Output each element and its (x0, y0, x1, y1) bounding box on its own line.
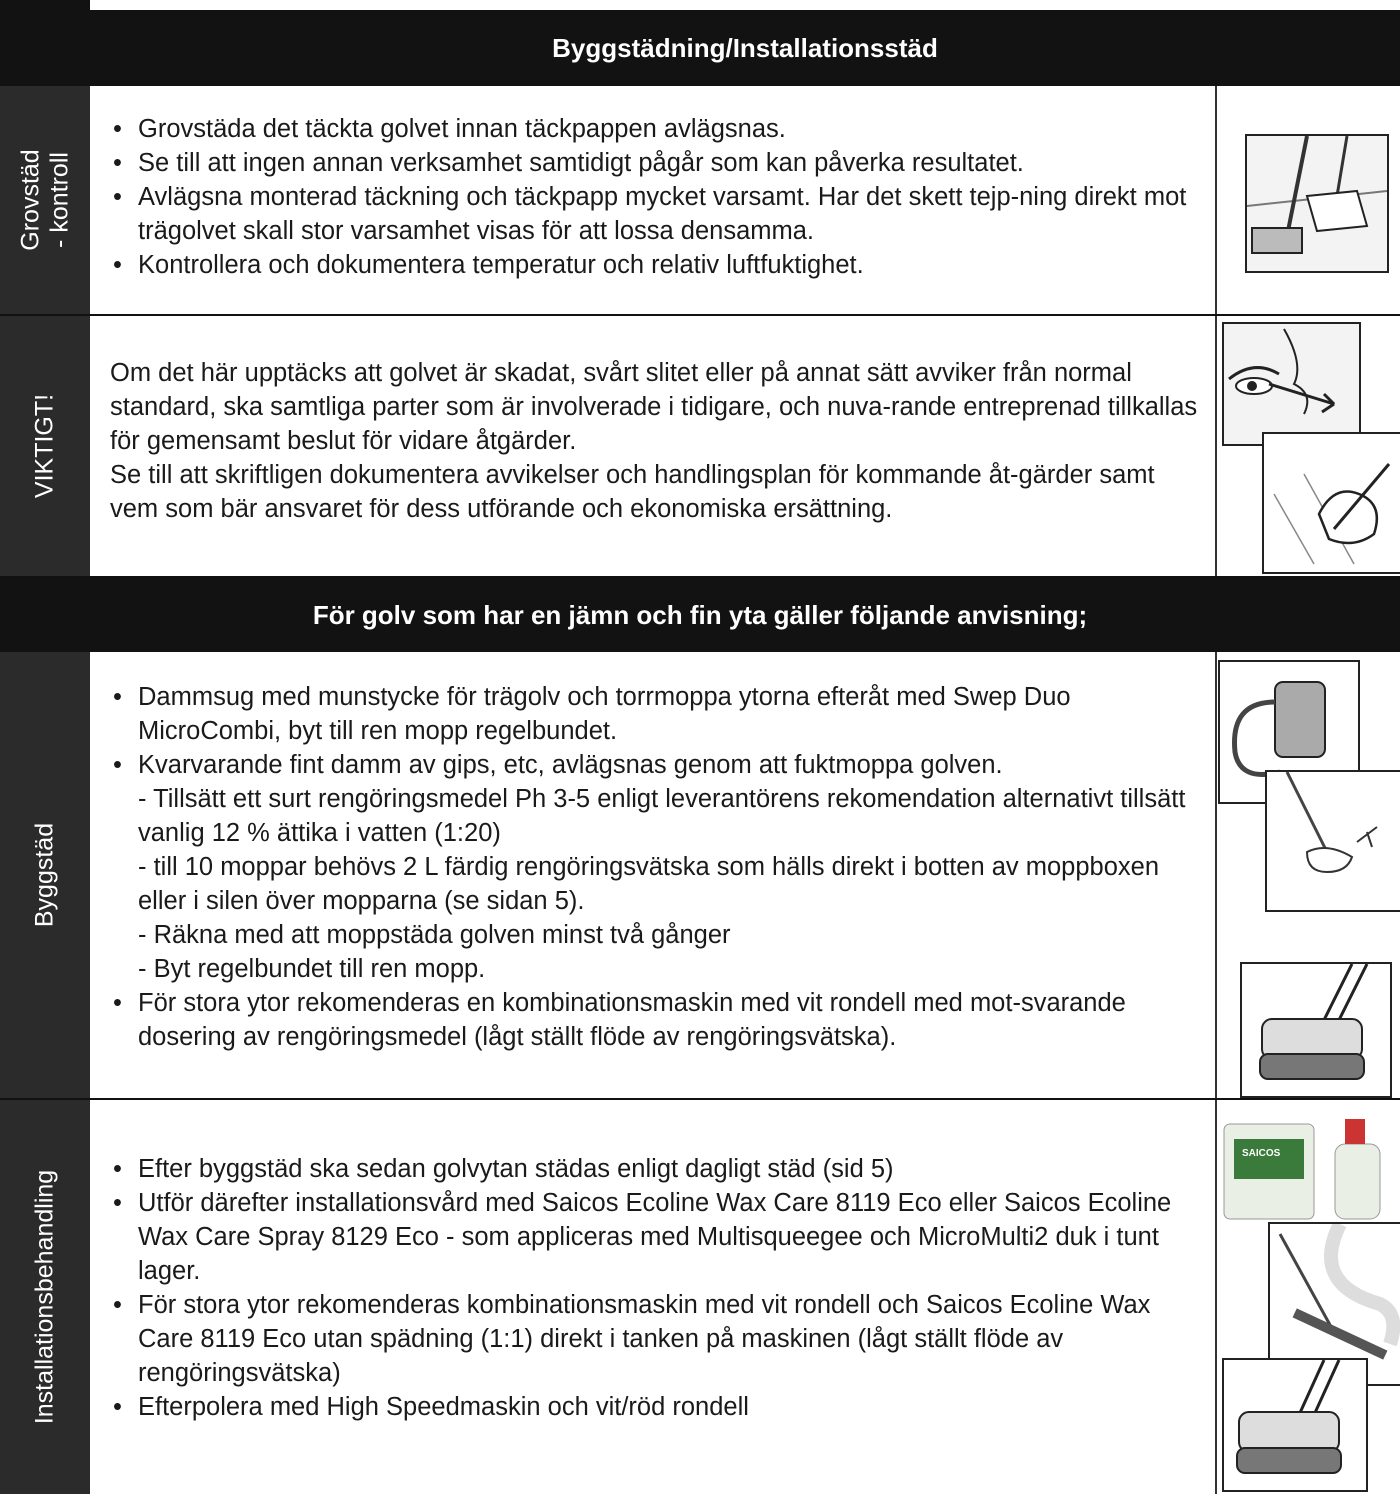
page-title-text: Byggstädning/Installationsstäd (552, 32, 938, 63)
section-label-byggstad (0, 652, 90, 1098)
section-heading (0, 578, 1400, 652)
sub-item: - till 10 moppar behövs 2 L färdig rengöringsvätska som hälls direkt i botten av moppboxen eller i silen över mopparna (se sidan 5). (138, 853, 1160, 915)
sub-item: - Tillsätt ett surt rengöringsmedel Ph 3-5 enligt leverantörens rekomendation alternativt tillsätt vanlig 12 % ättika i vatten (1:20) (138, 785, 1186, 847)
column-divider (1215, 316, 1217, 576)
sub-item: - Byt regelbundet till ren mopp. (138, 955, 486, 983)
product-bottles-icon (1220, 1104, 1400, 1222)
broom-mop-icon (1245, 134, 1389, 273)
grovstad-content (110, 112, 1205, 282)
header-corner (0, 0, 90, 86)
byggstad-content (110, 680, 1205, 1054)
installation-label: Installationsbehandling (30, 1169, 59, 1425)
grovstad-label-line2: - kontroll (45, 152, 73, 248)
section-heading-text: För golv som har en jämn och fin yta gäller följande anvisning; (312, 599, 1088, 630)
list-item: • Utför därefter installationsvård med Saicos Ecoline Wax Care 8119 Eco eller Saicos Ecoline Wax Care Spray 8129 Eco - som appliceras med Multisqueegee och MicroMulti2 duk i tunt lager. (110, 1186, 1205, 1288)
list-item: • Se till att ingen annan verksamhet samtidigt pågår som kan påverka resultatet. (110, 146, 1205, 180)
list-item: • Grovstäda det täckta golvet innan täckpappen avlägsnas. (110, 112, 1205, 146)
viktigt-paragraph: Om det här upptäcks att golvet är skadat, svårt slitet eller på annat sätt avviker från normal standard, ska samtliga parter som är involverade i tidigare, och nuva-rande entreprenad tillkallas för gemensamt beslut för vidare åtgärder. (110, 359, 1198, 455)
floor-machine-icon (1222, 1358, 1368, 1492)
column-divider (1215, 86, 1217, 314)
mop-icon (1265, 770, 1400, 912)
sub-item: - Räkna med att moppstäda golven minst två gånger (138, 921, 731, 949)
hand-writing-icon (1262, 432, 1400, 574)
grovstad-label-line1: Grovstäd (16, 149, 45, 251)
installation-content (110, 1152, 1205, 1424)
floor-machine-icon (1240, 962, 1392, 1098)
list-item: • För stora ytor rekomenderas en kombinationsmaskin med vit rondell med mot-svarande dosering av rengöringsmedel (lågt ställt flöde av rengöringsvätska). (110, 986, 1205, 1054)
section-label-grovstad (0, 86, 90, 314)
viktigt-content (110, 356, 1205, 526)
list-item (110, 748, 1205, 986)
page-title (90, 10, 1400, 86)
divider (0, 314, 1400, 316)
section-label-viktigt (0, 316, 90, 576)
list-item: • Efterpolera med High Speedmaskin och vit/röd rondell (110, 1390, 1205, 1424)
column-divider (1215, 652, 1217, 1098)
byggstad-label: Byggstäd (30, 822, 59, 928)
list-item: • Kontrollera och dokumentera temperatur och relativ luftfuktighet. (110, 248, 1205, 282)
grovstad-label (16, 149, 74, 250)
list-item: • För stora ytor rekomenderas kombinationsmaskin med vit rondell och Saicos Ecoline Wax Care 8119 Eco utan spädning (1:1) direkt i tanken på maskinen (lågt ställt flöde av rengöringsvätska) (110, 1288, 1205, 1390)
divider (0, 1098, 1400, 1100)
list-item: • Dammsug med munstycke för trägolv och torrmoppa ytorna efteråt med Swep Duo MicroCombi, byt till ren mopp regelbundet. (110, 680, 1205, 748)
list-item: • Efter byggstäd ska sedan golvytan städas enligt dagligt städ (sid 5) (110, 1152, 1205, 1186)
eye-inspect-icon (1222, 322, 1361, 446)
column-divider (1215, 1100, 1217, 1494)
product-label-text: SAICOS (1242, 1148, 1281, 1159)
list-item-text: Kvarvarande fint damm av gips, etc, avlägsnas genom att fuktmoppa golven. (138, 751, 1003, 779)
viktigt-paragraph: Se till att skriftligen dokumentera avvikelser och handlingsplan för kommande åt-gärder samt vem som bär ansvaret för dess utförande och ekonomiska ersättning. (110, 461, 1155, 523)
viktigt-label: VIKTIGT! (30, 393, 59, 499)
section-label-installation (0, 1100, 90, 1494)
list-item: • Avlägsna monterad täckning och täckpapp mycket varsamt. Har det skett tejp-ning direkt mot trägolvet skall stor varsamhet visas för att lossa densamma. (110, 180, 1205, 248)
